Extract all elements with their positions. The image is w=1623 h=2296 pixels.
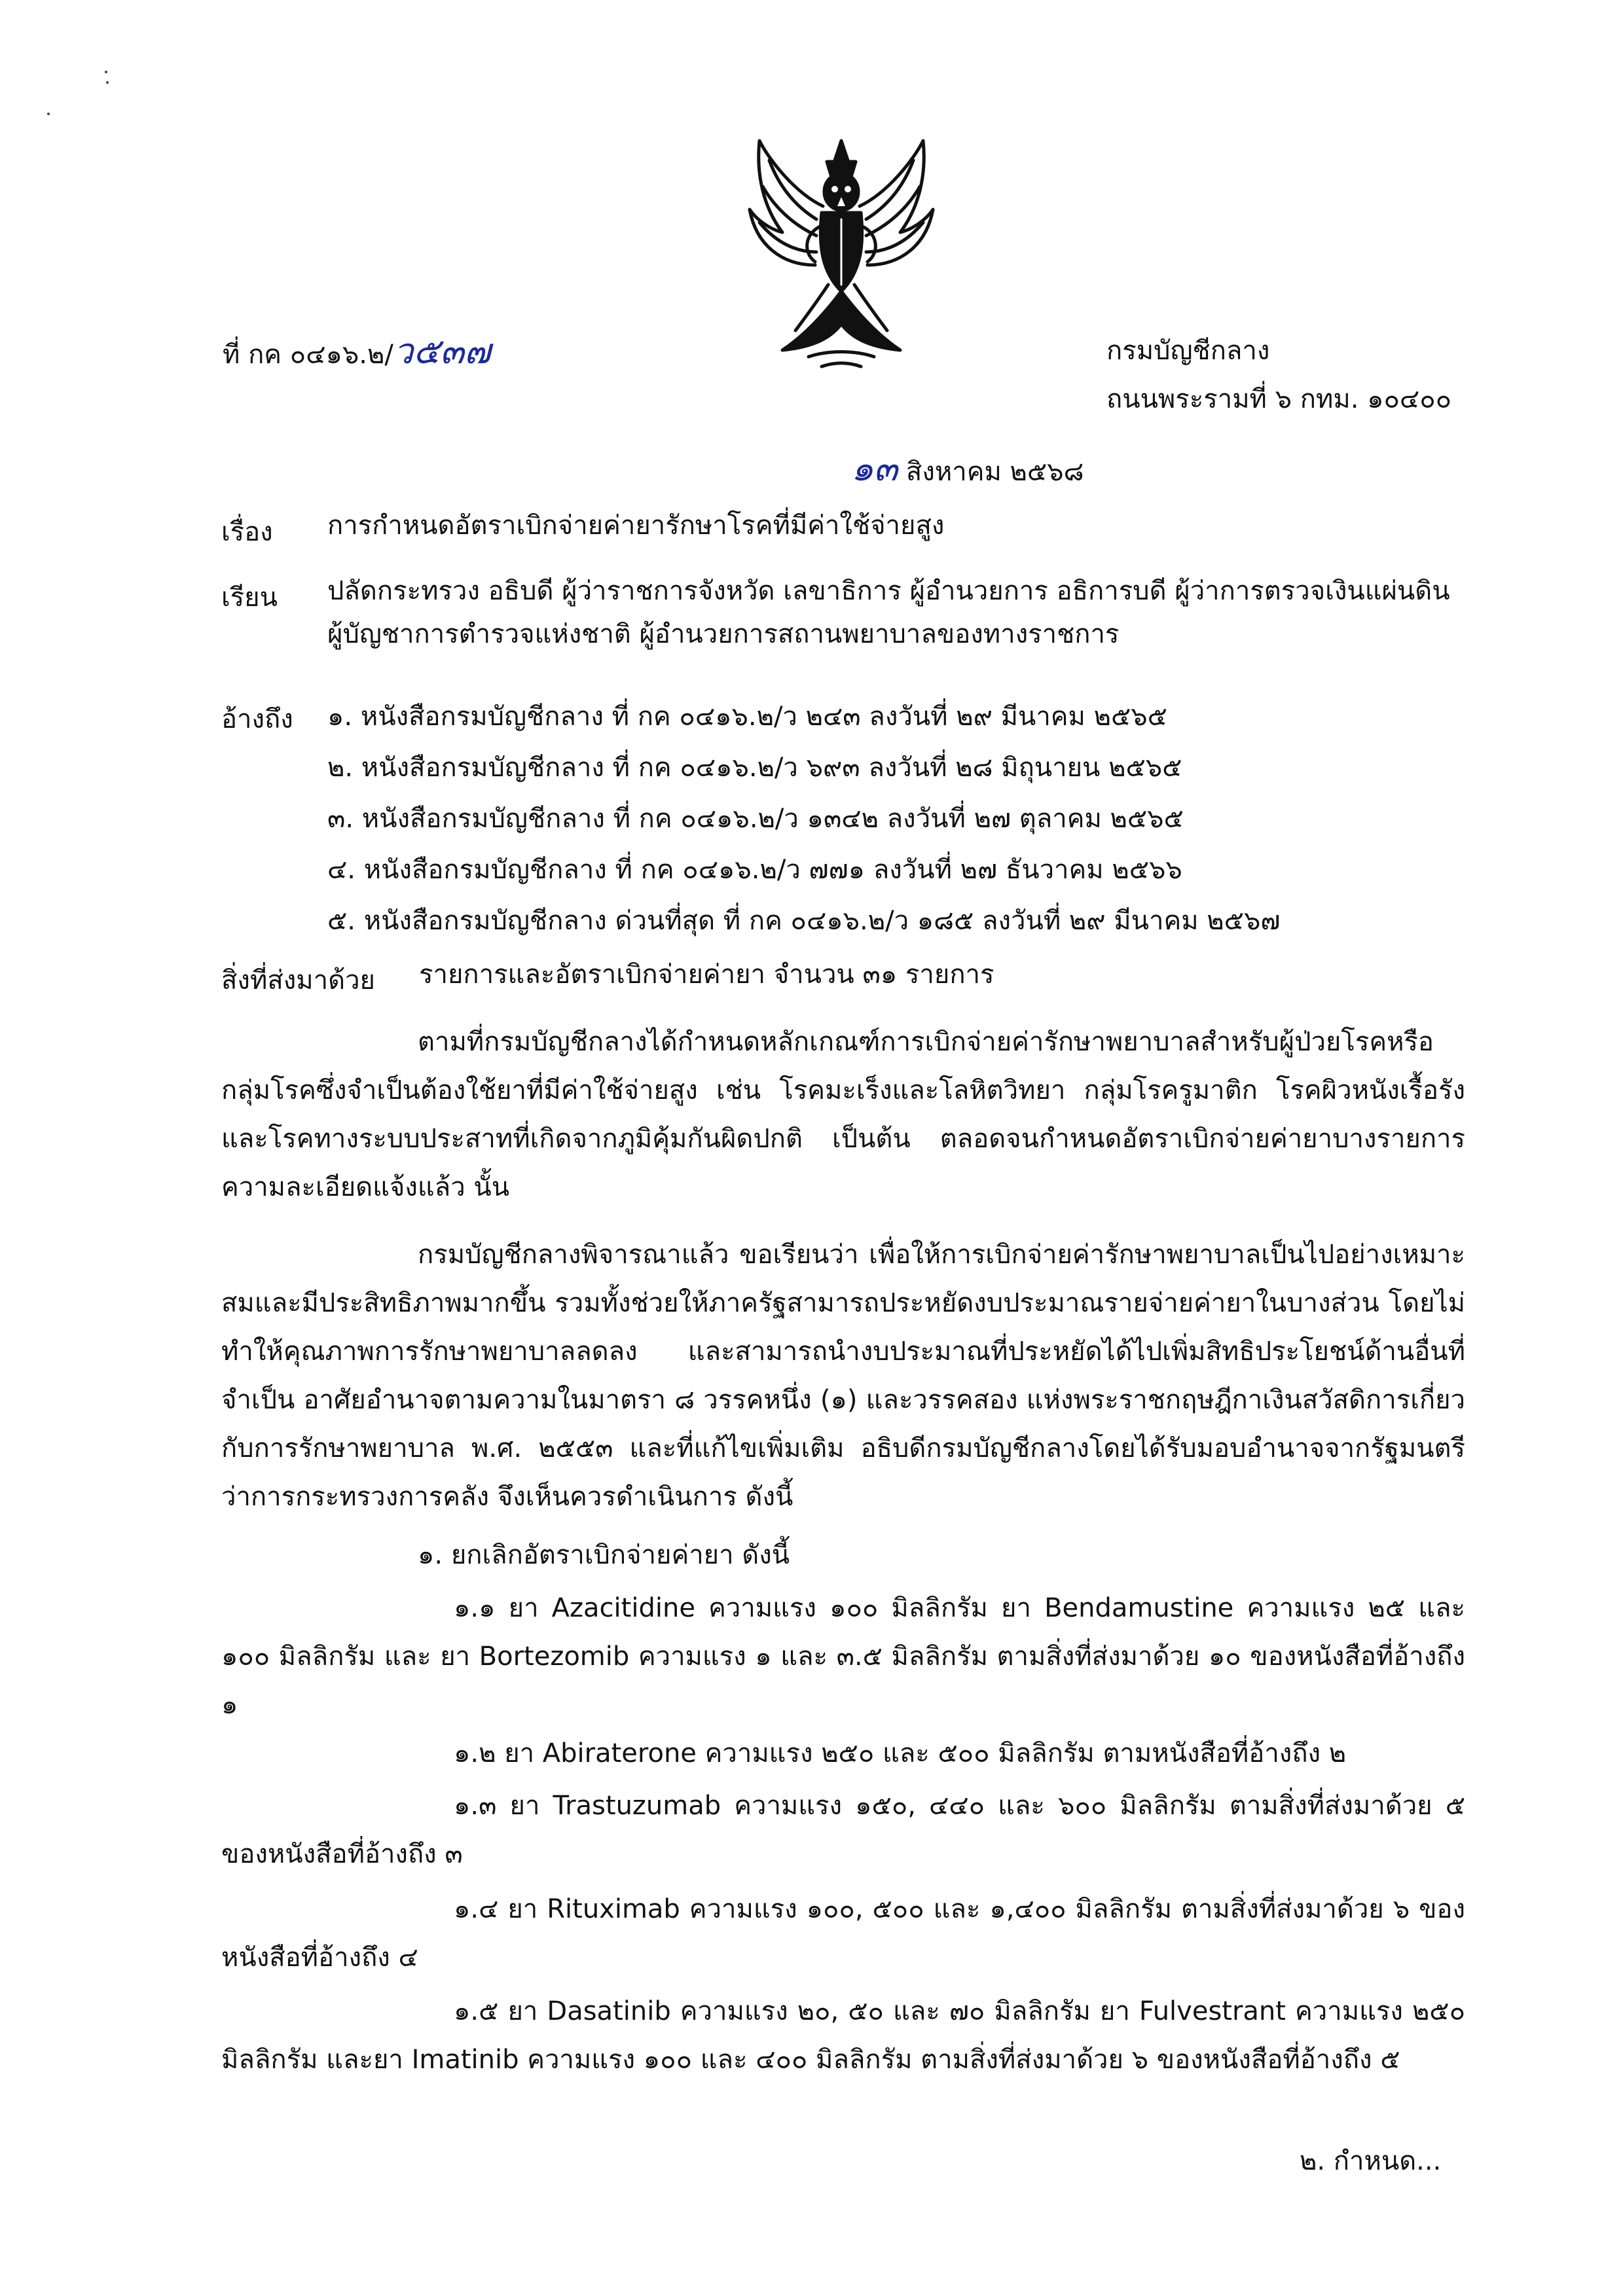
item-1-1-text: ๑.๑ ยา Azacitidine ความแรง ๑๐๐ มิลลิกรัม ยา Bendamustine ความแรง ๒๕ และ ๑๐๐ มิลลิกรัม และ ยา Bortezomib ความแรง ๑ และ ๓.๕ มิลลิกรัม ตามสิ่งที่ส่งมาด้วย ๑๐ ของหนังสือที่อ้างถึง ๑ — [221, 1593, 1465, 1720]
doc-number-handwritten: ว๕๓๗ — [393, 331, 491, 372]
body-paragraph-1 — [221, 1018, 1465, 1211]
scan-speck — [106, 81, 109, 84]
date-month-year: สิงหาคม ๒๕๖๘ — [905, 457, 1084, 487]
addressee-line-2: ผู้บัญชาการตำรวจแห่งชาติ ผู้อำนวยการสถานพยาบาลของทางราชการ — [327, 619, 1120, 649]
enclosure-label: สิ่งที่ส่งมาด้วย — [221, 965, 375, 996]
department-address: ถนนพระรามที่ ๖ กทม. ๑๐๔๐๐ — [1106, 384, 1452, 414]
item-1-5-text: ๑.๕ ยา Dasatinib ความแรง ๒๐, ๕๐ และ ๗๐ มิลลิกรัม ยา Fulvestrant ความแรง ๒๕๐ มิลลิกรัม และยา Imatinib ความแรง ๑๐๐ และ ๔๐๐ มิลลิกรัม ตามสิ่งที่ส่งมาด้วย ๖ ของหนังสือที่อ้างถึง ๕ — [221, 1996, 1465, 2075]
section-1-heading: ๑. ยกเลิกอัตราเบิกจ่ายค่ายา ดังนี้ — [418, 1540, 790, 1570]
subject-label: เรื่อง — [221, 517, 273, 547]
body-paragraph-2 — [221, 1230, 1465, 1521]
scan-speck — [105, 71, 107, 73]
page-continuation: ๒. กำหนด... — [1300, 2146, 1442, 2176]
item-1-5 — [221, 1987, 1465, 2084]
item-1-3 — [221, 1782, 1465, 1878]
reference-item: ๔. หนังสือกรมบัญชีกลาง ที่ กค ๐๔๑๖.๒/ว ๗๗๑ ลงวันที่ ๒๗ ธันวาคม ๒๕๖๖ — [327, 855, 1182, 885]
reference-item: ๕. หนังสือกรมบัญชีกลาง ด่วนที่สุด ที่ กค ๐๔๑๖.๒/ว ๑๘๕ ลงวันที่ ๒๙ มีนาคม ๒๕๖๗ — [327, 906, 1281, 936]
addressee-label: เรียน — [221, 583, 278, 613]
references-list — [327, 691, 1467, 946]
date-day-handwritten: ๑๓ — [851, 448, 898, 489]
department-name: กรมบัญชีกลาง — [1106, 336, 1270, 366]
item-1-2-text: ๑.๒ ยา Abiraterone ความแรง ๒๕๐ และ ๕๐๐ มิลลิกรัม ตามหนังสือที่อ้างถึง ๒ — [454, 1738, 1347, 1768]
references-label: อ้างถึง — [221, 704, 293, 734]
reference-item: ๒. หนังสือกรมบัญชีกลาง ที่ กค ๐๔๑๖.๒/ว ๖๙๓ ลงวันที่ ๒๘ มิถุนายน ๒๕๖๕ — [327, 753, 1182, 783]
body-paragraph-2-text: กรมบัญชีกลางพิจารณาแล้ว ขอเรียนว่า เพื่อให้การเบิกจ่ายค่ารักษาพยาบาลเป็นไปอย่างเหมาะสมและมีประสิทธิภาพมากขึ้น รวมทั้งช่วยให้ภาครัฐสามารถประหยัดงบประมาณรายจ่ายค่ายาในบางส่วน โดยไม่ทำให้คุณภาพการรักษาพยาบาลลดลง และสามารถนำงบประมาณที่ประหยัดได้ไปเพิ่มสิทธิประโยชน์ด้านอื่นที่จำเป็น อาศัยอำนาจตามความในมาตรา ๘ วรรคหนึ่ง (๑) และวรรคสอง แห่งพระราชกฤษฎีกาเงินสวัสดิการเกี่ยวกับการรักษาพยาบาล พ.ศ. ๒๕๕๓ และที่แก้ไขเพิ่มเติม อธิบดีกรมบัญชีกลางโดยได้รับมอบอำนาจจากรัฐมนตรีว่าการกระทรวงการคลัง จึงเห็นควรดำเนินการ ดังนี้ — [221, 1240, 1465, 1512]
garuda-emblem-icon — [743, 134, 939, 370]
reference-item: ๓. หนังสือกรมบัญชีกลาง ที่ กค ๐๔๑๖.๒/ว ๑๓๔๒ ลงวันที่ ๒๗ ตุลาคม ๒๕๖๕ — [327, 804, 1184, 834]
reference-item: ๑. หนังสือกรมบัญชีกลาง ที่ กค ๐๔๑๖.๒/ว ๒๔๓ ลงวันที่ ๒๙ มีนาคม ๒๕๖๕ — [327, 702, 1167, 732]
item-1-2 — [221, 1729, 1465, 1778]
enclosure-text: รายการและอัตราเบิกจ่ายค่ายา จำนวน ๓๑ รายการ — [419, 960, 994, 990]
item-1-1 — [221, 1584, 1465, 1729]
document-date — [851, 448, 1084, 490]
doc-number — [223, 331, 491, 373]
item-1-4-text: ๑.๔ ยา Rituximab ความแรง ๑๐๐, ๕๐๐ และ ๑,๔๐๐ มิลลิกรัม ตามสิ่งที่ส่งมาด้วย ๖ ของหนังสือที่อ้างถึง ๔ — [221, 1894, 1465, 1973]
item-1-3-text: ๑.๓ ยา Trastuzumab ความแรง ๑๕๐, ๔๔๐ และ ๖๐๐ มิลลิกรัม ตามสิ่งที่ส่งมาด้วย ๕ ของหนังสือที่อ้างถึง ๓ — [221, 1791, 1465, 1869]
doc-number-prefix: ที่ กค ๐๔๑๖.๒/ — [223, 340, 393, 370]
body-paragraph-1-text: ตามที่กรมบัญชีกลางได้กำหนดหลักเกณฑ์การเบิกจ่ายค่ารักษาพยาบาลสำหรับผู้ป่วยโรคหรือกลุ่มโรคซึ่งจำเป็นต้องใช้ยาที่มีค่าใช้จ่ายสูง เช่น โรคมะเร็งและโลหิตวิทยา กลุ่มโรครูมาติก โรคผิวหนังเรื้อรัง และโรคทางระบบประสาทที่เกิดจากภูมิคุ้มกันผิดปกติ เป็นต้น ตลอดจนกำหนดอัตราเบิกจ่ายค่ายาบางรายการ ความละเอียดแจ้งแล้ว นั้น — [221, 1027, 1465, 1202]
addressee-line-1: ปลัดกระทรวง อธิบดี ผู้ว่าราชการจังหวัด เลขาธิการ ผู้อำนวยการ อธิการบดี ผู้ว่าการตรวจเงินแผ่นดิน — [327, 576, 1450, 606]
addressee-block — [327, 569, 1467, 656]
subject-text: การกำหนดอัตราเบิกจ่ายค่ายารักษาโรคที่มีค่าใช้จ่ายสูง — [327, 511, 945, 541]
scan-speck — [47, 113, 50, 115]
item-1-4 — [221, 1885, 1465, 1982]
